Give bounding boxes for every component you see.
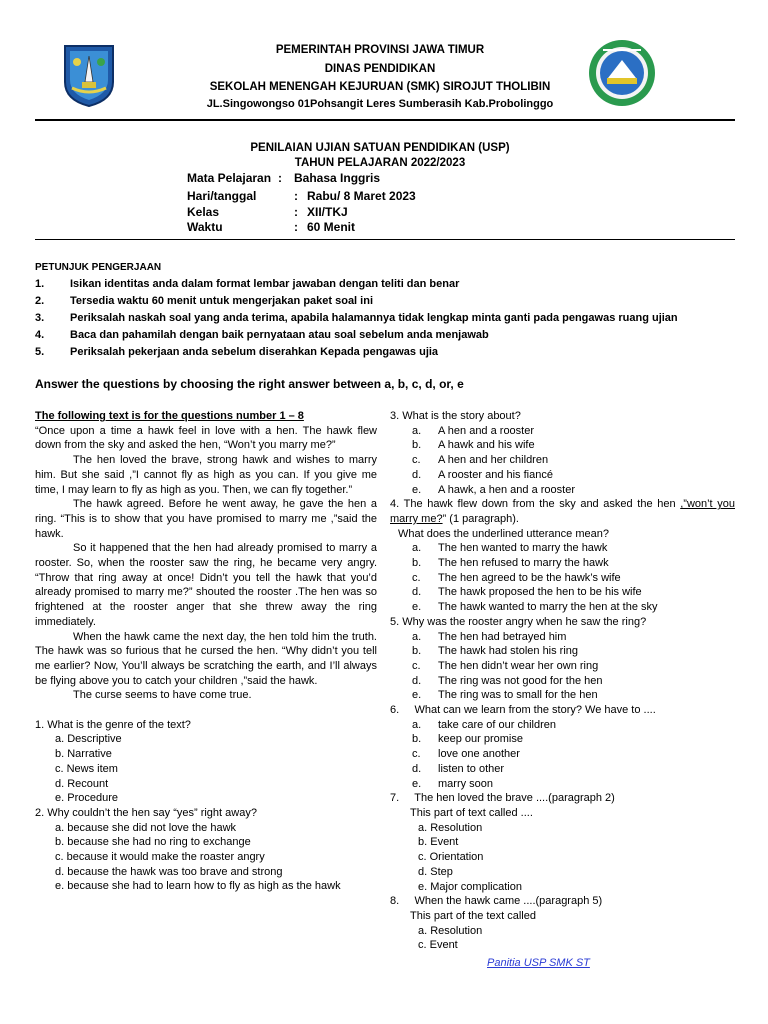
answer-option[interactable]: c. Event [418, 939, 458, 952]
option-letter: c. [412, 659, 421, 672]
main-instruction: Answer the questions by choosing the right answer between a, b, c, d, or, e [35, 377, 464, 391]
answer-option[interactable] [390, 674, 735, 689]
option-letter: d. [412, 674, 422, 687]
answer-option[interactable]: d. because the hawk was too brave and strong [55, 865, 283, 878]
left-column [35, 409, 377, 894]
exam-year: TAHUN PELAJARAN 2022/2023 [294, 157, 466, 169]
question-4-prompt: What does the underlined utterance mean? [398, 527, 609, 540]
answer-option[interactable] [390, 718, 735, 733]
question-4-suffix: ” (1 paragraph). [442, 512, 519, 525]
answer-option[interactable] [390, 571, 735, 586]
meta-colon: : [294, 220, 298, 234]
header-divider [35, 119, 735, 121]
instructions-heading: PETUNJUK PENGERJAAN [35, 262, 162, 273]
answer-option[interactable] [390, 468, 735, 483]
header-address: JL.Singowongso 01Pohsangit Leres Sumberasih Kab.Probolinggo [206, 98, 554, 110]
answer-option[interactable] [390, 541, 735, 556]
header-government: PEMERINTAH PROVINSI JAWA TIMUR [275, 44, 485, 56]
option-letter: b. [412, 645, 422, 658]
answer-option[interactable] [390, 630, 735, 645]
answer-option[interactable]: c. News item [55, 762, 118, 775]
option-letter: c. [412, 571, 421, 584]
option-text: The ring was to small for the hen [438, 689, 598, 702]
meta-value: 60 Menit [307, 220, 356, 234]
option-text: take care of our children [438, 718, 557, 731]
answer-option[interactable]: a. because she did not love the hawk [55, 821, 237, 834]
option-letter: e. [412, 483, 422, 496]
instruction-number: 1. [35, 278, 45, 290]
answer-option[interactable] [390, 777, 735, 792]
passage-paragraph: “Once upon a time a hawk feel in love with a hen. The hawk flew down from the sky and asked the hen, “Won’t you marry me?” [35, 424, 377, 452]
meta-colon: : [278, 171, 282, 185]
passage-paragraph: When the hawk came the next day, the hen told him the truth. The hawk was so furious that he cursed the hen. “Why didn’t you tell me earlier? Now, You’ll always be scratching the earth, and I’ll always be flying above you to catch your children ,”said the hawk. [35, 630, 377, 687]
passage-paragraph: The hen loved the brave, strong hawk and wishes to marry him. But she said ,”I cannot fly as high as you can. If you give me time, I may learn to fly as high as you. Then, we can fly together.” [35, 454, 377, 496]
answer-option[interactable]: b. Narrative [55, 748, 112, 761]
question-3: 3. What is the story about? [390, 410, 521, 422]
option-text: The hawk had stolen his ring [438, 645, 579, 658]
option-letter: b. [412, 439, 422, 452]
option-letter: e. [412, 777, 422, 790]
answer-option[interactable] [390, 453, 735, 468]
option-text: The hen refused to marry the hawk [438, 557, 609, 570]
east-java-logo [60, 42, 118, 108]
option-text: The hen had betrayed him [438, 630, 567, 643]
answer-option[interactable] [390, 556, 735, 571]
answer-option[interactable]: b. Event [418, 836, 459, 849]
option-letter: a. [412, 630, 422, 643]
spacer [35, 703, 377, 718]
option-letter: c. [412, 454, 421, 467]
passage-paragraph: The hawk agreed. Before he went away, he gave the hen a ring. “This is to show that you have promised to marry me ,”said the hawk. [35, 498, 377, 540]
question-2: 2. Why couldn’t the hen say “yes” right away? [35, 806, 257, 819]
header-department: DINAS PENDIDIKAN [324, 63, 436, 75]
answer-option[interactable]: c. Orientation [418, 851, 484, 864]
answer-option[interactable]: e. Major complication [418, 880, 522, 893]
instruction-text: Baca dan pahamilah dengan baik pernyataan atau soal sebelum anda menjawab [70, 329, 489, 341]
option-text: A hawk and his wife [438, 439, 535, 452]
question-7: 7. The hen loved the brave ....(paragraph 2) [390, 792, 615, 805]
option-letter: e. [412, 601, 422, 614]
option-letter: a. [412, 718, 422, 731]
question-8-prompt: This part of the text called [410, 909, 536, 922]
option-text: A rooster and his fiancé [438, 468, 553, 481]
option-text: The hen wanted to marry the hawk [438, 542, 608, 555]
question-7-prompt: This part of text called .... [410, 806, 533, 819]
option-text: A hen and her children [438, 454, 549, 467]
answer-option[interactable] [390, 483, 735, 498]
instruction-text: Periksalah naskah soal yang anda terima, apabila halamannya tidak lengkap minta ganti pada pengawas ruang ujian [70, 312, 678, 324]
meta-colon: : [294, 189, 298, 203]
option-text: keep our promise [438, 733, 523, 746]
instruction-text: Periksalah pekerjaan anda sebelum diserahkan Kepada pengawas ujia [70, 346, 439, 358]
answer-option[interactable]: a. Resolution [418, 924, 483, 937]
footer-committee: Panitia USP SMK ST [487, 957, 590, 969]
meta-label: Waktu [187, 220, 223, 234]
answer-option[interactable] [390, 644, 735, 659]
instruction-number: 3. [35, 312, 45, 324]
answer-option[interactable] [390, 659, 735, 674]
option-text: A hawk, a hen and a rooster [438, 483, 575, 496]
instruction-number: 4. [35, 329, 45, 341]
header-school-name: SEKOLAH MENENGAH KEJURUAN (SMK) SIROJUT THOLIBIN [209, 81, 551, 93]
option-letter: d. [412, 586, 422, 599]
answer-option[interactable]: c. because it would make the roaster angry [55, 851, 265, 864]
option-letter: b. [412, 733, 422, 746]
underlined-utterance: ,”won’t you marry me? [390, 498, 735, 525]
option-text: The hen agreed to be the hawk’s wife [438, 571, 621, 584]
answer-option[interactable]: e. because she had to learn how to fly as high as the hawk [55, 880, 341, 893]
answer-option[interactable]: a. Resolution [418, 821, 483, 834]
passage-paragraph: So it happened that the hen had already promised to marry a rooster. So, when the rooster saw the ring, he became very angry. “Throw that ring away at once! Didn’t you tell the hawk that you’d already promised to marry me?” shouted the rooster .The hen was so frightened at the rooster anger that she threw away the ring immediately. [35, 542, 377, 628]
instruction-text: Isikan identitas anda dalam format lembar jawaban dengan teliti dan benar [70, 278, 460, 290]
option-text: love one another [438, 748, 520, 761]
meta-label: Kelas [187, 205, 220, 219]
option-letter: c. [412, 748, 421, 761]
answer-option[interactable] [390, 747, 735, 762]
question-4 [390, 497, 735, 526]
option-letter: a. [412, 424, 422, 437]
answer-option[interactable] [390, 600, 735, 615]
option-text: The hawk proposed the hen to be his wife [438, 586, 642, 599]
meta-value: Bahasa Inggris [294, 171, 381, 185]
question-5: 5. Why was the rooster angry when he saw the ring? [390, 615, 647, 628]
instruction-text: Tersedia waktu 60 menit untuk mengerjakan paket soal ini [70, 295, 374, 307]
instruction-number: 5. [35, 346, 45, 358]
instruction-number: 2. [35, 295, 45, 307]
answer-option[interactable]: e. Procedure [55, 792, 118, 805]
passage-paragraph: The curse seems to have come true. [73, 689, 252, 702]
answer-option[interactable] [390, 688, 735, 703]
title-divider [35, 239, 735, 240]
exam-title: PENILAIAN UJIAN SATUAN PENDIDIKAN (USP) [250, 142, 510, 154]
question-8: 8. When the hawk came ....(paragraph 5) [390, 895, 603, 908]
answer-option[interactable]: d. Recount [55, 777, 109, 790]
question-6: 6. What can we learn from the story? We have to .... [390, 704, 656, 717]
answer-option[interactable]: b. because she had no ring to exchange [55, 836, 251, 849]
question-4-prefix: 4. The hawk flew down from the sky and asked the hen [390, 498, 681, 511]
answer-option[interactable] [390, 424, 735, 439]
option-text: A hen and a rooster [438, 424, 535, 437]
passage-heading: The following text is for the questions number 1 – 8 [35, 410, 304, 422]
option-letter: e. [412, 689, 422, 702]
right-column [390, 409, 735, 953]
option-text: marry soon [438, 777, 494, 790]
meta-value: Rabu/ 8 Maret 2023 [307, 189, 416, 203]
option-text: The hen didn’t wear her own ring [438, 659, 599, 672]
answer-option[interactable] [390, 762, 735, 777]
answer-option[interactable] [390, 732, 735, 747]
answer-option[interactable] [390, 438, 735, 453]
option-letter: a. [412, 542, 422, 555]
option-text: listen to other [438, 762, 505, 775]
answer-option[interactable] [390, 585, 735, 600]
meta-value: XII/TKJ [307, 205, 348, 219]
option-letter: d. [412, 762, 422, 775]
answer-option[interactable]: d. Step [418, 865, 453, 878]
option-letter: b. [412, 557, 422, 570]
meta-label: Mata Pelajaran [187, 171, 272, 185]
option-text: The hawk wanted to marry the hen at the sky [438, 601, 658, 614]
option-text: The ring was not good for the hen [438, 674, 603, 687]
meta-label: Hari/tanggal [187, 189, 257, 203]
question-1: 1. What is the genre of the text? [35, 718, 191, 731]
answer-option[interactable]: a. Descriptive [55, 733, 122, 746]
option-letter: d. [412, 468, 422, 481]
meta-colon: : [294, 205, 298, 219]
